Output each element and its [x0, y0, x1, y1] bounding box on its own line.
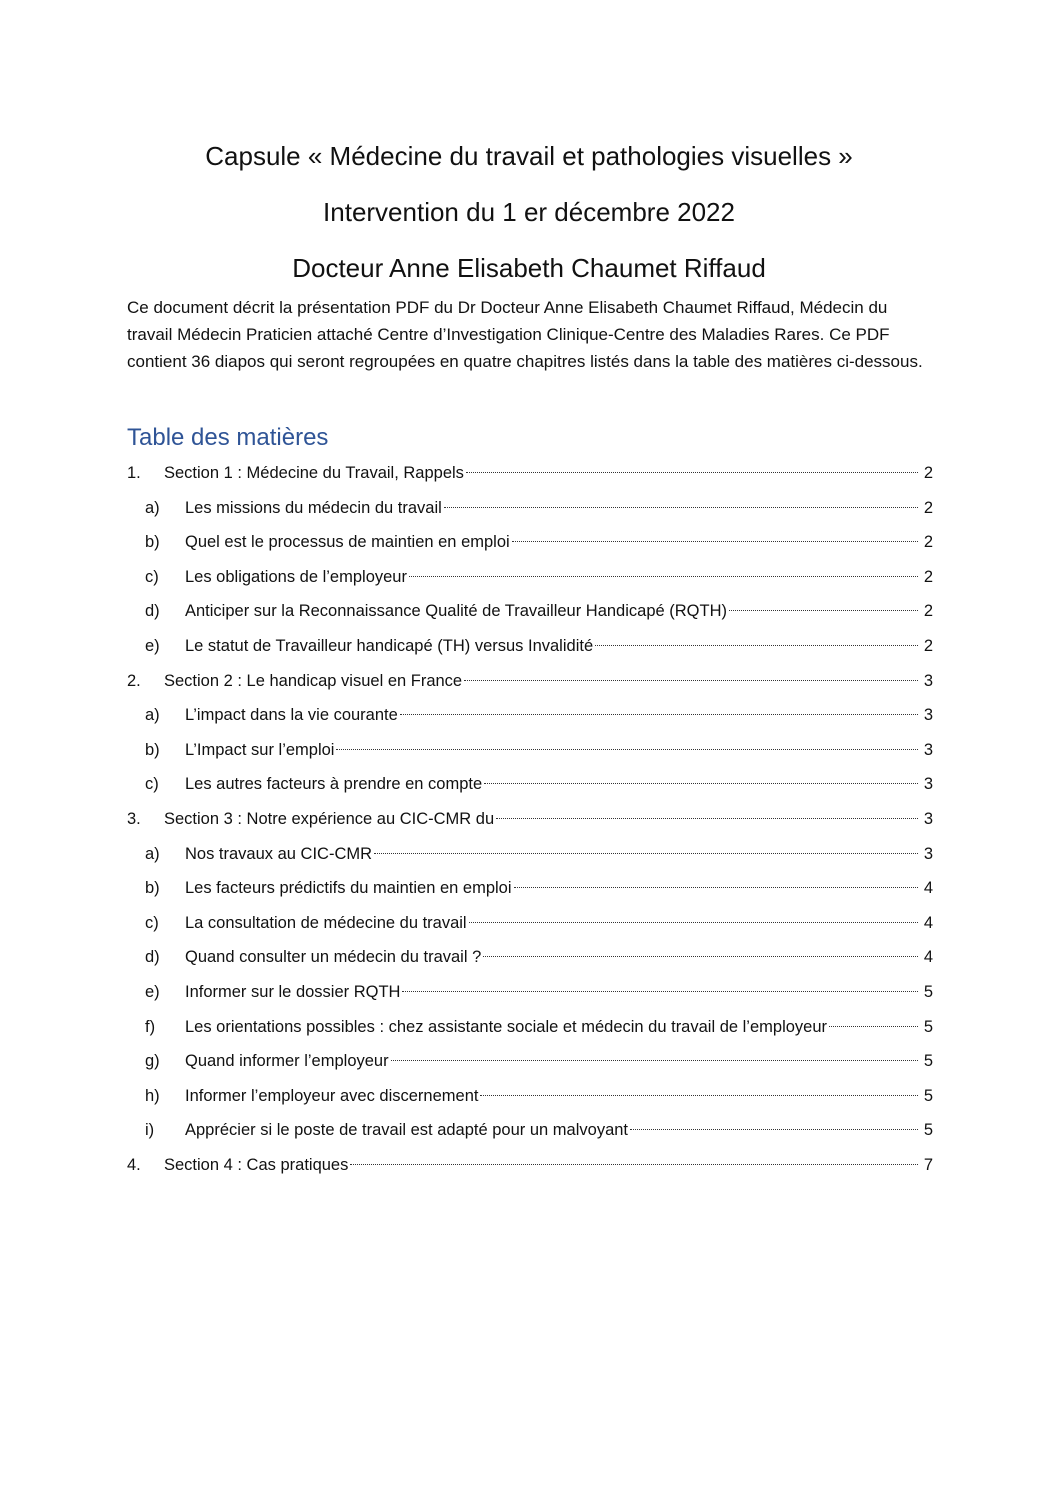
toc-entry[interactable]: [127, 560, 933, 595]
toc-entry-page: 3: [923, 775, 933, 794]
toc-dot-leader: [444, 507, 918, 508]
toc-entry-label[interactable]: Section 4 : Cas pratiques: [164, 1155, 349, 1174]
toc-entry[interactable]: [127, 906, 933, 941]
toc-entry-page: 5: [923, 1086, 933, 1105]
toc-entry-number: h): [145, 1086, 160, 1105]
toc-entry-number: c): [145, 567, 159, 586]
toc-entry-number: g): [145, 1052, 160, 1071]
toc-entry-number: e): [145, 982, 160, 1001]
toc-entry[interactable]: [127, 491, 933, 526]
toc-entry-page: 2: [923, 602, 933, 621]
toc-entry[interactable]: [127, 525, 933, 560]
toc-dot-leader: [350, 1164, 918, 1165]
toc-entry-page: 2: [923, 567, 933, 586]
toc-entry-page: 5: [923, 982, 933, 1001]
toc-entry-page: 4: [923, 879, 933, 898]
toc-entry-number: b): [145, 740, 160, 759]
toc-entry-number: 3.: [127, 809, 141, 828]
toc-entry-label[interactable]: Anticiper sur la Reconnaissance Qualité de Travailleur Handicapé (RQTH): [185, 602, 727, 621]
toc-entry-page: 2: [923, 498, 933, 517]
toc-entry-number: c): [145, 913, 159, 932]
toc-dot-leader: [409, 576, 918, 577]
toc-entry-label[interactable]: Quand informer l’employeur: [185, 1052, 389, 1071]
toc-entry-label[interactable]: Les missions du médecin du travail: [185, 498, 442, 517]
toc-dot-leader: [336, 749, 918, 750]
toc-dot-leader: [466, 472, 918, 473]
toc-entry-number: c): [145, 775, 159, 794]
toc-entry[interactable]: [127, 664, 933, 699]
toc-entry-number: e): [145, 636, 160, 655]
toc-entry-label[interactable]: Les autres facteurs à prendre en compte: [185, 775, 483, 794]
title-line-1: Capsule « Médecine du travail et pathologies visuelles »: [205, 141, 853, 171]
toc-dot-leader: [514, 887, 918, 888]
toc-entry[interactable]: [127, 594, 933, 629]
toc-entry-page: 3: [923, 809, 933, 828]
toc-dot-leader: [374, 853, 918, 854]
toc-dot-leader: [464, 680, 918, 681]
toc-dot-leader: [496, 818, 918, 819]
toc-entry[interactable]: [127, 1044, 933, 1079]
toc-entry[interactable]: [127, 767, 933, 802]
title-line-3: Docteur Anne Elisabeth Chaumet Riffaud: [292, 253, 766, 283]
toc-dot-leader: [400, 714, 918, 715]
toc-entry-label[interactable]: Les obligations de l’employeur: [185, 567, 407, 586]
toc-entry-label[interactable]: L’impact dans la vie courante: [185, 706, 398, 725]
toc-entry-label[interactable]: Les facteurs prédictifs du maintien en emploi: [185, 879, 512, 898]
toc-entry[interactable]: [127, 1148, 933, 1183]
toc-entry[interactable]: [127, 733, 933, 768]
toc-entry-label[interactable]: Informer l’employeur avec discernement: [185, 1086, 479, 1105]
toc-entry-page: 5: [923, 1052, 933, 1071]
toc-entry-page: 3: [923, 740, 933, 759]
toc-entry-number: a): [145, 706, 160, 725]
toc-entry-number: 2.: [127, 671, 141, 690]
toc-entry-page: 2: [923, 636, 933, 655]
toc-entry-number: 1.: [127, 464, 141, 482]
toc-dot-leader: [391, 1060, 918, 1061]
toc-entry-label[interactable]: Informer sur le dossier RQTH: [185, 982, 401, 1001]
toc-dot-leader: [484, 783, 918, 784]
toc-entry-page: 2: [923, 464, 933, 482]
toc-entry[interactable]: [127, 837, 933, 872]
toc-entry-label[interactable]: Les orientations possibles : chez assistante sociale et médecin du travail de l’employeur: [185, 1017, 828, 1036]
toc-entry-label[interactable]: Section 2 : Le handicap visuel en France: [164, 671, 463, 690]
toc-entry-label[interactable]: Nos travaux au CIC-CMR: [185, 844, 373, 863]
toc-dot-leader: [480, 1095, 918, 1096]
document-title: [0, 128, 1058, 296]
toc-dot-leader: [630, 1129, 918, 1130]
toc-entry[interactable]: [127, 975, 933, 1010]
toc-entry-page: 3: [923, 844, 933, 863]
toc-entry[interactable]: [127, 940, 933, 975]
toc-entry-label[interactable]: Quel est le processus de maintien en emploi: [185, 533, 510, 552]
toc-entry-number: d): [145, 948, 160, 967]
toc-entry-page: 7: [923, 1155, 933, 1174]
toc-entry-number: i): [145, 1121, 155, 1140]
toc-dot-leader: [512, 541, 918, 542]
toc-heading: Table des matières: [127, 424, 329, 451]
toc-entry-page: 3: [923, 671, 933, 690]
toc-entry[interactable]: [127, 1010, 933, 1045]
toc-entry-page: 4: [923, 913, 933, 932]
toc-entry-number: 4.: [127, 1155, 141, 1174]
toc-entry-number: a): [145, 498, 160, 517]
toc-dot-leader: [595, 645, 918, 646]
toc-entry[interactable]: [127, 802, 933, 837]
toc-entry-page: 4: [923, 948, 933, 967]
toc-entry[interactable]: [127, 629, 933, 664]
toc-entry-label[interactable]: Section 3 : Notre expérience au CIC-CMR du: [164, 809, 495, 828]
intro-paragraph: Ce document décrit la présentation PDF du Dr Docteur Anne Elisabeth Chaumet Riffaud, Médecin du travail Médecin Praticien attaché Centre d’Investigation Clinique-Centre des Maladies Rares. Ce PDF contient 36 diapos qui seront regroupées en quatre chapitres listés dans la table des matières ci-dessous.: [127, 298, 923, 371]
toc-entry[interactable]: [127, 456, 933, 491]
toc-entry-label[interactable]: La consultation de médecine du travail: [185, 913, 467, 932]
toc-entry-number: d): [145, 602, 160, 621]
toc-entry-page: 2: [923, 533, 933, 552]
toc-entry-page: 3: [923, 706, 933, 725]
title-line-2: Intervention du 1 er décembre 2022: [323, 197, 735, 227]
toc-dot-leader: [829, 1026, 918, 1027]
toc-entry[interactable]: [127, 871, 933, 906]
toc-entry[interactable]: [127, 1079, 933, 1114]
toc-entry[interactable]: [127, 698, 933, 733]
toc-dot-leader: [483, 956, 918, 957]
toc-entry-page: 5: [923, 1017, 933, 1036]
toc-entry-label[interactable]: Le statut de Travailleur handicapé (TH) versus Invalidité: [185, 636, 594, 655]
toc-entry-number: a): [145, 844, 160, 863]
toc-entry-number: b): [145, 879, 160, 898]
toc-dot-leader: [729, 610, 918, 611]
toc-dot-leader: [402, 991, 918, 992]
toc-entry-label[interactable]: Apprécier si le poste de travail est adapté pour un malvoyant: [185, 1121, 629, 1140]
toc-entry[interactable]: [127, 1113, 933, 1148]
toc-entry-page: 5: [923, 1121, 933, 1140]
toc-dot-leader: [469, 922, 918, 923]
toc-entry-label[interactable]: L’Impact sur l’emploi: [185, 740, 335, 759]
toc-entry-label[interactable]: Section 1 : Médecine du Travail, Rappels: [164, 464, 464, 482]
toc-entry-label[interactable]: Quand consulter un médecin du travail ?: [185, 948, 482, 967]
table-of-contents: [127, 456, 933, 1182]
toc-entry-number: b): [145, 533, 160, 552]
toc-entry-number: f): [145, 1017, 156, 1036]
